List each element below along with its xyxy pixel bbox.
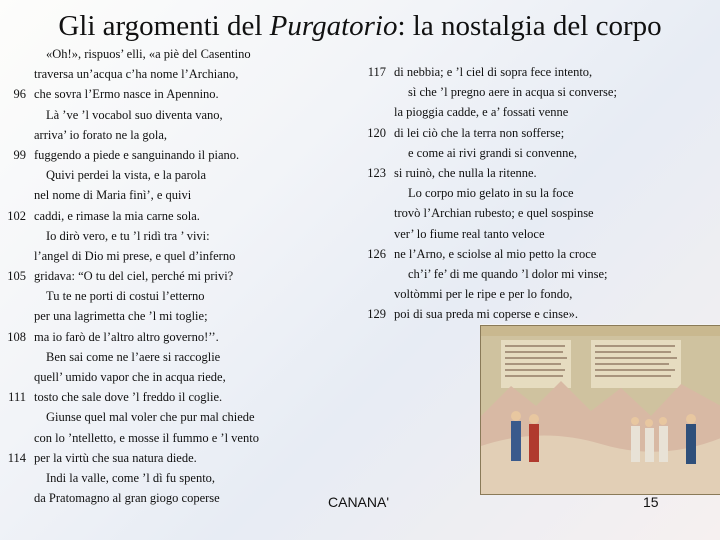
verse-number: 111	[8, 390, 26, 405]
verse-line	[360, 82, 720, 102]
verse-line	[360, 264, 720, 284]
verse-line	[360, 244, 720, 264]
verse-text: Là ’ve ’l vocabol suo diventa vano,	[46, 107, 223, 122]
verse-line	[0, 468, 300, 488]
verse-text: ch’i’ fe’ di me quando ’l dolor mi vinse;	[408, 266, 608, 281]
verse-text: Tu te ne porti di costui l’etterno	[46, 289, 205, 304]
verse-line	[0, 44, 300, 64]
verse-line	[0, 306, 300, 326]
verse-text: nel nome di Maria finì’, e quivi	[34, 188, 192, 203]
right-verse-column	[360, 62, 720, 324]
verse-line	[0, 488, 300, 508]
verse-text: si ruinò, che nulla la ritenne.	[394, 165, 537, 180]
verse-text: di lei ciò che la terra non sofferse;	[394, 125, 565, 140]
verse-text: e come ai rivi grandi si convenne,	[408, 145, 578, 160]
verse-text: fuggendo a piede e sanguinando il piano.	[34, 147, 240, 162]
verse-line	[0, 387, 300, 407]
verse-number: 117	[367, 65, 386, 79]
verse-number: 102	[7, 208, 26, 223]
verse-number: 123	[367, 165, 386, 180]
verse-text: Io dirò vero, e tu ’l ridì tra ’ vivi:	[46, 228, 210, 243]
verse-text: «Oh!», rispuos’ elli, «a piè del Casentino	[46, 47, 251, 61]
verse-text: poi di sua preda mi coperse e cinse».	[394, 307, 578, 322]
verse-text: Lo corpo mio gelato in su la foce	[408, 186, 574, 201]
verse-line	[360, 183, 720, 203]
verse-text: che sovra l’Ermo nasce in Apennino.	[34, 87, 219, 102]
verse-number: 120	[367, 125, 386, 140]
verse-line	[0, 226, 300, 246]
verse-text: per una lagrimetta che ’l mi toglie;	[34, 309, 208, 324]
verse-line	[360, 284, 720, 304]
verse-text: caddi, e rimase la mia carne sola.	[34, 208, 200, 223]
verse-line	[360, 203, 720, 223]
verse-line	[0, 105, 300, 125]
verse-text: ver’ lo fiume real tanto veloce	[394, 226, 545, 241]
verse-text: Ben sai come ne l’aere si raccoglie	[46, 349, 221, 364]
page-number: 15	[643, 494, 659, 510]
verse-number: 108	[7, 329, 26, 344]
verse-text: l’angel di Dio mi prese, e quel d’inferno	[34, 248, 236, 263]
verse-number: 126	[367, 246, 386, 261]
verse-text: tosto che sale dove ’l freddo il coglie.	[34, 390, 223, 405]
verse-line	[0, 246, 300, 266]
verse-line	[0, 165, 300, 185]
left-verse-column	[0, 44, 300, 508]
verse-text: gridava: “O tu del ciel, perché mi privi?	[34, 269, 234, 284]
verse-number: 129	[367, 307, 386, 322]
verse-line	[360, 62, 720, 82]
verse-number: 96	[13, 87, 26, 102]
verse-line	[360, 123, 720, 143]
verse-text: di nebbia; e ’l ciel di sopra fece intento,	[394, 65, 593, 79]
verse-text: per la virtù che sua natura diede.	[34, 450, 197, 465]
verse-text: trovò l’Archian rubesto; e quel sospinse	[394, 206, 594, 221]
manuscript-image	[481, 326, 720, 494]
verse-line	[0, 84, 300, 104]
verse-line	[360, 224, 720, 244]
verse-text: Giunse quel mal voler che pur mal chiede	[46, 410, 255, 425]
verse-number: 114	[7, 450, 26, 465]
verse-text: con lo ’ntelletto, e mosse il fummo e ’l vento	[34, 430, 259, 445]
manuscript-illustration	[480, 325, 720, 495]
verse-text: la pioggia cadde, e a’ fossati venne	[394, 105, 569, 120]
verse-line	[0, 125, 300, 145]
verse-text: Quivi perdei la vista, e la parola	[46, 168, 207, 183]
verse-line	[360, 102, 720, 122]
verse-line	[360, 143, 720, 163]
verse-line	[0, 145, 300, 165]
verse-number: 99	[13, 147, 26, 162]
slide-title	[0, 8, 720, 44]
verse-line	[0, 327, 300, 347]
title-main: Gli argomenti del	[58, 10, 270, 42]
verse-text: ma io farò de l’altro altro governo!’’.	[34, 329, 219, 344]
verse-line	[0, 347, 300, 367]
verse-line	[0, 367, 300, 387]
verse-line	[0, 64, 300, 84]
verse-line	[0, 407, 300, 427]
verse-text: arriva’ io forato ne la gola,	[34, 127, 168, 142]
verse-line	[360, 304, 720, 324]
verse-text: da Pratomagno al gran giogo coperse	[34, 491, 220, 506]
verse-text: Indi la valle, come ’l dì fu spento,	[46, 470, 216, 485]
footer-author: CANANA'	[328, 494, 390, 510]
title-rest: : la nostalgia del corpo	[397, 10, 662, 42]
verse-line	[0, 286, 300, 306]
verse-line	[0, 185, 300, 205]
verse-line	[0, 266, 300, 286]
verse-text: quell’ umido vapor che in acqua riede,	[34, 370, 226, 384]
verse-text: ne l’Arno, e sciolse al mio petto la croce	[394, 246, 597, 261]
verse-line	[0, 206, 300, 226]
verse-line	[360, 163, 720, 183]
verse-text: traversa un’acqua c’ha nome l’Archiano,	[34, 67, 239, 82]
verse-line	[0, 428, 300, 448]
title-italic: Purgatorio	[269, 10, 398, 42]
verse-number: 105	[7, 269, 26, 284]
verse-text: sì che ’l pregno aere in acqua si converse;	[408, 85, 617, 100]
verse-text: voltòmmi per le ripe e per lo fondo,	[394, 287, 573, 302]
verse-line	[0, 448, 300, 468]
